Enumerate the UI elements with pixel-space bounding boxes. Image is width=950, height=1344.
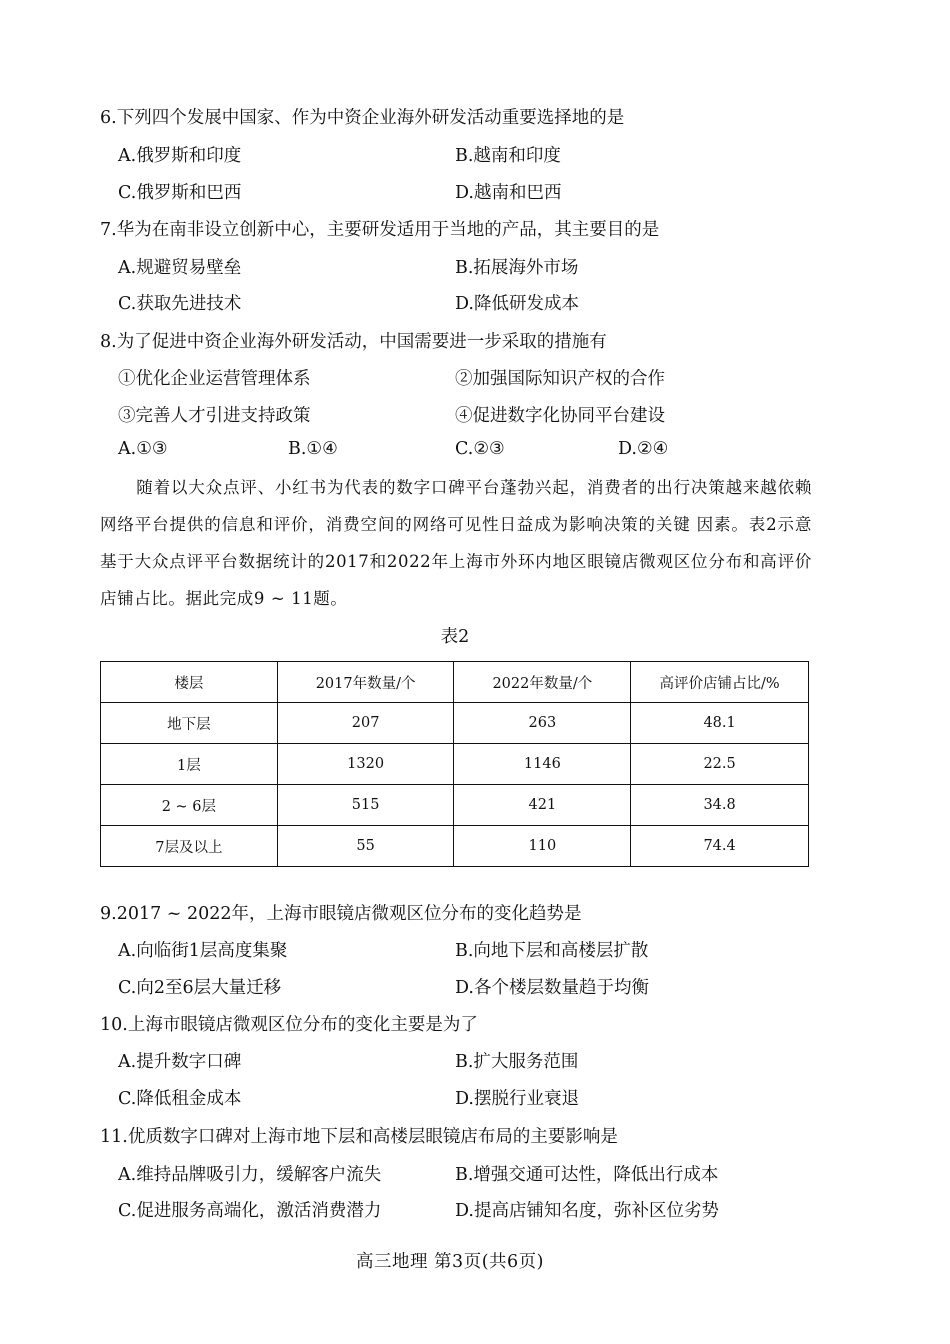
q8-option-c: C.②③ [455,439,505,459]
table-header-row [101,662,809,703]
q7-option-a: A.规避贸易壁垒 [118,258,242,278]
page-footer: 高三地理 第3页(共6页) [356,1252,544,1272]
table-row [101,826,809,867]
header-high-rating-share: 高评价店铺占比/% [631,662,809,703]
table-cell: 地下层 [101,703,278,744]
q8-statement-3: ③完善人才引进支持政策 [118,406,311,426]
table-row [101,744,809,785]
passage-text: 随着以大众点评、小红书为代表的数字口碑平台蓬勃兴起，消费者的出行决策越来越依赖网络平台提供的信息和评价，消费空间的网络可见性日益成为影响决策的关键 因素。表2示意基于大众点评平台数据统计的2017和2022年上海市外环内地区眼镜店微观区位分布和高评价店铺占比。据此完成9 ~ 11题。 [100,478,812,608]
table-cell: 74.4 [631,826,809,867]
q6-option-c: C.俄罗斯和巴西 [118,183,242,203]
q7-option-d: D.降低研发成本 [455,294,579,314]
q8-statement-4: ④促进数字化协同平台建设 [455,406,665,426]
question-9-stem: 9.2017 ~ 2022年，上海市眼镜店微观区位分布的变化趋势是 [100,904,582,924]
question-11-stem: 11.优质数字口碑对上海市地下层和高楼层眼镜店布局的主要影响是 [100,1127,618,1147]
table-row [101,785,809,826]
table-cell: 515 [277,785,454,826]
q10-option-c: C.降低租金成本 [118,1089,242,1109]
table-cell: 263 [454,703,631,744]
table-cell: 7层及以上 [101,826,278,867]
table-cell: 22.5 [631,744,809,785]
q11-option-c: C.促进服务高端化，激活消费潜力 [118,1201,382,1221]
table-row [101,703,809,744]
q8-option-d: D.②④ [618,439,669,459]
q8-statement-2: ②加强国际知识产权的合作 [455,369,665,389]
q11-option-d: D.提高店铺知名度，弥补区位劣势 [455,1201,719,1221]
table-cell: 110 [454,826,631,867]
q6-option-d: D.越南和巴西 [455,183,562,203]
q9-option-d: D.各个楼层数量趋于均衡 [455,978,649,998]
table-cell: 55 [277,826,454,867]
header-2017-count: 2017年数量/个 [277,662,454,703]
table-caption: 表2 [440,627,470,647]
q6-option-b: B.越南和印度 [455,146,561,166]
question-7-stem: 7.华为在南非设立创新中心，主要研发适用于当地的产品，其主要目的是 [100,220,660,240]
q7-option-c: C.获取先进技术 [118,294,242,314]
q7-option-b: B.拓展海外市场 [455,258,579,278]
q8-option-b: B.①④ [288,439,338,459]
table-cell: 1320 [277,744,454,785]
q10-option-b: B.扩大服务范围 [455,1052,579,1072]
q6-option-a: A.俄罗斯和印度 [118,146,242,166]
table-cell: 2 ~ 6层 [101,785,278,826]
header-floor: 楼层 [101,662,278,703]
table-cell: 48.1 [631,703,809,744]
table-cell: 1层 [101,744,278,785]
table-cell: 1146 [454,744,631,785]
q11-option-b: B.增强交通可达性，降低出行成本 [455,1165,719,1185]
table-cell: 421 [454,785,631,826]
question-10-stem: 10.上海市眼镜店微观区位分布的变化主要是为了 [100,1015,478,1035]
q10-option-a: A.提升数字口碑 [118,1052,242,1072]
q8-statement-1: ①优化企业运营管理体系 [118,369,311,389]
table-cell: 207 [277,703,454,744]
question-8-stem: 8.为了促进中资企业海外研发活动，中国需要进一步采取的措施有 [100,332,607,352]
q9-option-a: A.向临街1层高度集聚 [118,941,288,961]
table-cell: 34.8 [631,785,809,826]
q10-option-d: D.摆脱行业衰退 [455,1089,579,1109]
q8-option-a: A.①③ [118,439,168,459]
q9-option-b: B.向地下层和高楼层扩散 [455,941,649,961]
header-2022-count: 2022年数量/个 [454,662,631,703]
reading-passage [100,469,812,617]
table-2 [100,661,809,867]
q9-option-c: C.向2至6层大量迁移 [118,978,282,998]
question-6-stem: 6.下列四个发展中国家、作为中资企业海外研发活动重要选择地的是 [100,108,625,128]
q11-option-a: A.维持品牌吸引力，缓解客户流失 [118,1165,382,1185]
